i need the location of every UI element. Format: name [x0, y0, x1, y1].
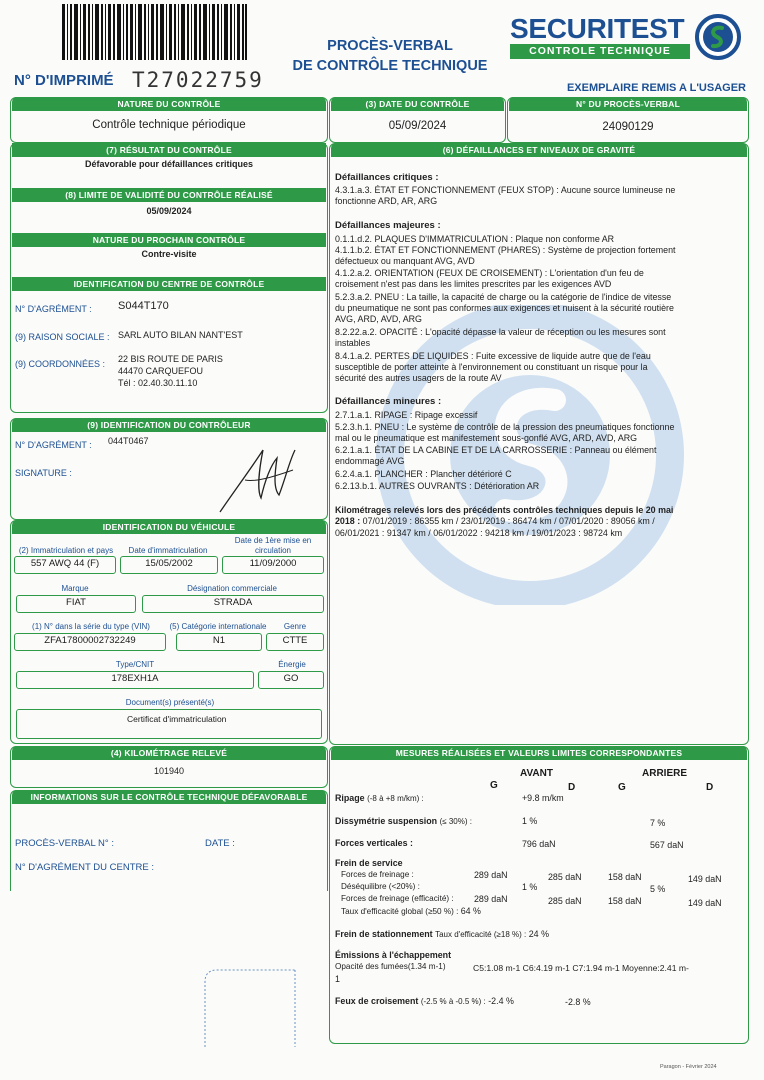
forces-avant-value: 796 daN	[522, 839, 556, 849]
securitest-logo	[510, 14, 750, 64]
majeure-line: 8.2.22.a.2. OPACITÉ : L'opacité dépasse la valeur de réception ou les mesures sont	[335, 327, 666, 337]
freinage-avd: 285 daN	[548, 872, 582, 882]
logo-emblem-icon	[695, 14, 741, 60]
majeure-line: 4.1.2.a.2. ORIENTATION (FEUX DE CROISEMENT) : L'orientation d'un feu de	[335, 268, 644, 278]
pv-value: 24090129	[602, 121, 654, 133]
critique-line: 4.3.1.a.3. ÉTAT ET FONCTIONNEMENT (FEUX STOP) : Aucune source lumineuse ne	[335, 185, 676, 195]
limite-header: (8) LIMITE DE VALIDITÉ DU CONTRÔLE RÉALISÉ	[12, 188, 326, 202]
mineure-line: endommagé AVG	[335, 456, 405, 466]
majeure-line: croisement n'est pas dans les limites prescrites par les exigences AVD	[335, 279, 612, 289]
mineures-title: Défaillances mineures :	[335, 396, 442, 407]
mineure-line: 2.7.1.a.1. RIPAGE : Ripage excessif	[335, 410, 478, 420]
resultat-header: (7) RÉSULTAT DU CONTRÔLE	[12, 143, 326, 157]
mineure-line: mal ou le pneumatique est manifestement sous-gonflé AVG, ARD, AVD, ARG	[335, 433, 638, 443]
controleur-header: (9) IDENTIFICATION DU CONTRÔLEUR	[12, 418, 326, 432]
date-header: (3) DATE DU CONTRÔLE	[331, 97, 504, 111]
centre-coord-line1: 22 BIS ROUTE DE PARIS	[118, 354, 223, 364]
document-title-line1: PROCÈS-VERBAL	[327, 38, 453, 54]
defavorable-date-label: DATE :	[205, 838, 235, 849]
exemplaire-label: EXEMPLAIRE REMIS A L'USAGER	[566, 82, 746, 94]
majeure-line: 5.2.3.a.2. PNEU : La taille, la capacité de charge ou la catégorie de l'indice de vitesse	[335, 292, 672, 302]
immat-value: 557 AWQ 44 (F)	[14, 556, 116, 574]
critique-line: fonctionne ARD, AR, ARG	[335, 196, 438, 206]
taux-label: Taux d'efficacité global (≥50 %) :	[341, 907, 459, 916]
prochain-value: Contre-visite	[141, 249, 197, 259]
croisement-row	[335, 996, 514, 1008]
imprime-number: T27022759	[132, 68, 264, 92]
genre-value: CTTE	[266, 633, 324, 651]
km-history-title: Kilométrages relevés lors des précédents contrôles techniques depuis le 20 mai	[335, 505, 674, 515]
barcode	[62, 4, 247, 60]
dissym-arriere-value: 7 %	[650, 818, 666, 828]
prochain-header: NATURE DU PROCHAIN CONTRÔLE	[12, 233, 326, 247]
ripage-label: Ripage	[335, 793, 365, 803]
croisement-d-value: -2.8 %	[565, 997, 591, 1007]
km-history-line2: 06/01/2021 : 91347 km / 06/01/2022 : 94218 km / 19/01/2023 : 98724 km	[335, 528, 623, 538]
energie-value: GO	[258, 671, 324, 689]
forces-label: Forces verticales :	[335, 838, 413, 848]
stationnement-value: 24 %	[528, 929, 549, 939]
arriere-d-label: D	[706, 782, 714, 793]
mineure-line: 5.2.3.h.1. PNEU : Le système de contrôle de la pression des pneumatiques fonctionne	[335, 422, 675, 432]
premiere-label: Date de 1ère mise en circulation	[234, 536, 312, 555]
centre-coord-line2: 44470 CARQUEFOU	[118, 366, 204, 376]
mineure-line: 6.2.4.a.1. PLANCHER : Plancher détérioré C	[335, 469, 512, 479]
nature-header: NATURE DU CONTRÔLE	[12, 97, 326, 111]
dissym-row	[335, 816, 472, 828]
premiere-value: 11/09/2000	[222, 556, 324, 574]
document-label: Document(s) présenté(s)	[125, 698, 215, 707]
efficacite-arg: 158 daN	[608, 896, 642, 906]
deseq-arriere-value: 5 %	[650, 884, 666, 894]
pv-header: N° DU PROCÈS-VERBAL	[509, 97, 747, 111]
majeure-line: susceptible de porter atteinte à l'environnement ou constituant un risque pour la	[335, 362, 648, 372]
imprime-label: N° D'IMPRIMÉ	[14, 72, 114, 89]
immat-label: (2) Immatriculation et pays	[18, 546, 114, 555]
marque-label: Marque	[61, 584, 89, 593]
stationnement-row	[335, 929, 549, 941]
taux-value: 64 %	[460, 906, 481, 916]
centre-raison-label: (9) RAISON SOCIALE :	[15, 332, 110, 342]
avant-d-label: D	[568, 782, 576, 793]
emissions-title: Émissions à l'échappement	[335, 950, 452, 960]
ripage-row	[335, 793, 424, 805]
dissym-label: Dissymétrie suspension	[335, 816, 438, 826]
km-value: 101940	[153, 766, 185, 776]
forces-arriere-value: 567 daN	[650, 840, 684, 850]
dissym-avant-value: 1 %	[522, 816, 538, 826]
majeure-line: sécurité des autres usagers de la route AV	[335, 373, 502, 383]
critiques-title: Défaillances critiques :	[335, 172, 439, 183]
km-history-entries: 07/01/2019 : 86355 km / 23/01/2019 : 86474 km / 07/01/2020 : 89056 km /	[360, 516, 655, 526]
date-immat-value: 15/05/2002	[120, 556, 218, 574]
signature-label: SIGNATURE :	[15, 468, 72, 478]
mesures-header: MESURES RÉALISÉES ET VALEURS LIMITES CORRESPONDANTES	[331, 746, 747, 760]
efficacite-label: Forces de freinage (efficacité) :	[341, 894, 454, 903]
majeure-line: 4.1.1.b.2. ÉTAT ET FONCTIONNEMENT (PHARES) : Système de projection fortement	[335, 245, 676, 255]
nature-value: Contrôle technique périodique	[92, 119, 246, 131]
mineure-line: 6.2.1.a.1. ÉTAT DE LA CABINE ET DE LA CARROSSERIE : Panneau ou élément	[335, 445, 657, 455]
barcode-graphic	[62, 4, 247, 60]
document-title-line2: DE CONTRÔLE TECHNIQUE	[292, 58, 488, 74]
logo-subtitle: CONTROLE TECHNIQUE	[510, 44, 690, 59]
vehicule-header: IDENTIFICATION DU VÉHICULE	[12, 520, 326, 534]
defavorable-pv-label: PROCÈS-VERBAL N° :	[15, 838, 114, 849]
ripage-value: +9.8 m/km	[522, 793, 564, 803]
opacite-values: C5:1.08 m-1 C6:4.19 m-1 C7:1.94 m-1 Moyenne:2.41 m-	[473, 963, 689, 973]
footer-ref: Paragon - Février 2024	[660, 1064, 717, 1070]
efficacite-avd: 285 daN	[548, 896, 582, 906]
majeure-line: instables	[335, 338, 371, 348]
centre-coord-line3: Tél : 02.40.30.11.10	[118, 378, 198, 388]
km-history-year: 2018 :	[335, 516, 361, 526]
taux-row	[341, 906, 481, 918]
km-history-line1	[335, 516, 655, 527]
signature-scribble	[215, 440, 305, 515]
defaillances-header: (6) DÉFAILLANCES ET NIVEAUX DE GRAVITÉ	[331, 143, 747, 157]
opacite-label: Opacité des fumées(1.34 m-1)	[335, 962, 446, 971]
logo-text: SECURITEST	[510, 13, 685, 44]
mineure-line: 6.2.13.b.1. AUTRES OUVRANTS : Détérioration AR	[335, 481, 540, 491]
croisement-limit: (-2.5 % à -0.5 %) :	[420, 997, 486, 1006]
croisement-g-value: -2.4 %	[488, 996, 514, 1006]
categorie-label: (5) Catégorie internationale	[169, 622, 267, 631]
controleur-agrement-value: 044T0467	[108, 436, 149, 446]
type-value: 178EXH1A	[16, 671, 254, 689]
document-value: Certificat d'immatriculation	[16, 709, 322, 739]
stationnement-limit: Taux d'efficacité (≥18 %) :	[435, 930, 527, 939]
centre-header: IDENTIFICATION DU CENTRE DE CONTRÔLE	[12, 277, 326, 291]
centre-coord-label: (9) COORDONNÉES :	[15, 359, 106, 369]
stationnement-label: Frein de stationnement	[335, 929, 433, 939]
avant-label: AVANT	[520, 768, 553, 779]
deseq-label: Déséquilibre (<20%) :	[341, 882, 420, 891]
genre-label: Genre	[283, 622, 307, 631]
defavorable-header: INFORMATIONS SUR LE CONTRÔLE TECHNIQUE DÉFAVORABLE	[12, 790, 326, 804]
vin-label: (1) N° dans la série du type (VIN)	[32, 622, 150, 631]
freinage-label: Forces de freinage :	[341, 870, 414, 879]
stamp-placeholder	[195, 962, 305, 1052]
arriere-g-label: G	[618, 782, 626, 793]
designation-value: STRADA	[142, 595, 324, 613]
efficacite-ard: 149 daN	[688, 898, 722, 908]
centre-raison-value: SARL AUTO BILAN NANT'EST	[118, 330, 243, 340]
freinage-avg: 289 daN	[474, 870, 508, 880]
freinage-ard: 149 daN	[688, 874, 722, 884]
majeure-line: AVG, ARD, AVD, ARG	[335, 314, 422, 324]
arriere-label: ARRIERE	[642, 768, 688, 779]
defavorable-agrement-label: N° D'AGRÉMENT DU CENTRE :	[15, 862, 154, 873]
categorie-value: N1	[176, 633, 262, 651]
majeure-line: 0.1.1.d.2. PLAQUES D'IMMATRICULATION : Plaque non conforme AR	[335, 234, 615, 244]
majeure-line: du pneumatique ne sont pas conformes aux exigences et nuisent à la sécurité routière	[335, 303, 674, 313]
designation-label: Désignation commerciale	[187, 584, 277, 593]
avant-g-label: G	[490, 780, 498, 791]
date-value: 05/09/2024	[388, 120, 447, 132]
limite-value: 05/09/2024	[146, 206, 192, 216]
km-header: (4) KILOMÉTRAGE RELEVÉ	[12, 746, 326, 760]
date-immat-label: Date d'immatriculation	[128, 546, 208, 555]
controleur-agrement-label: N° D'AGRÉMENT :	[15, 440, 92, 450]
centre-agrement-label: N° D'AGRÉMENT :	[15, 304, 92, 314]
energie-label: Énergie	[278, 660, 306, 669]
type-label: Type/CNIT	[115, 660, 155, 669]
ripage-limit: (-8 à +8 m/km) :	[367, 794, 424, 803]
resultat-value: Défavorable pour défaillances critiques	[84, 159, 254, 169]
freinage-arg: 158 daN	[608, 872, 642, 882]
opacite-wrap: 1	[335, 974, 340, 984]
centre-agrement-value: S044T170	[118, 300, 169, 312]
majeures-title: Défaillances majeures :	[335, 220, 441, 231]
croisement-label: Feux de croisement	[335, 996, 419, 1006]
vin-value: ZFA17800002732249	[14, 633, 166, 651]
deseq-avant-value: 1 %	[522, 882, 538, 892]
marque-value: FIAT	[16, 595, 136, 613]
dissym-limit: (≤ 30%) :	[439, 817, 472, 826]
majeure-line: 8.4.1.a.2. PERTES DE LIQUIDES : Fuite excessive de liquide autre que de l'eau	[335, 351, 651, 361]
majeure-line: défectueux ou manquant AVG, AVD	[335, 256, 475, 266]
frein-title: Frein de service	[335, 858, 403, 868]
efficacite-avg: 289 daN	[474, 894, 508, 904]
